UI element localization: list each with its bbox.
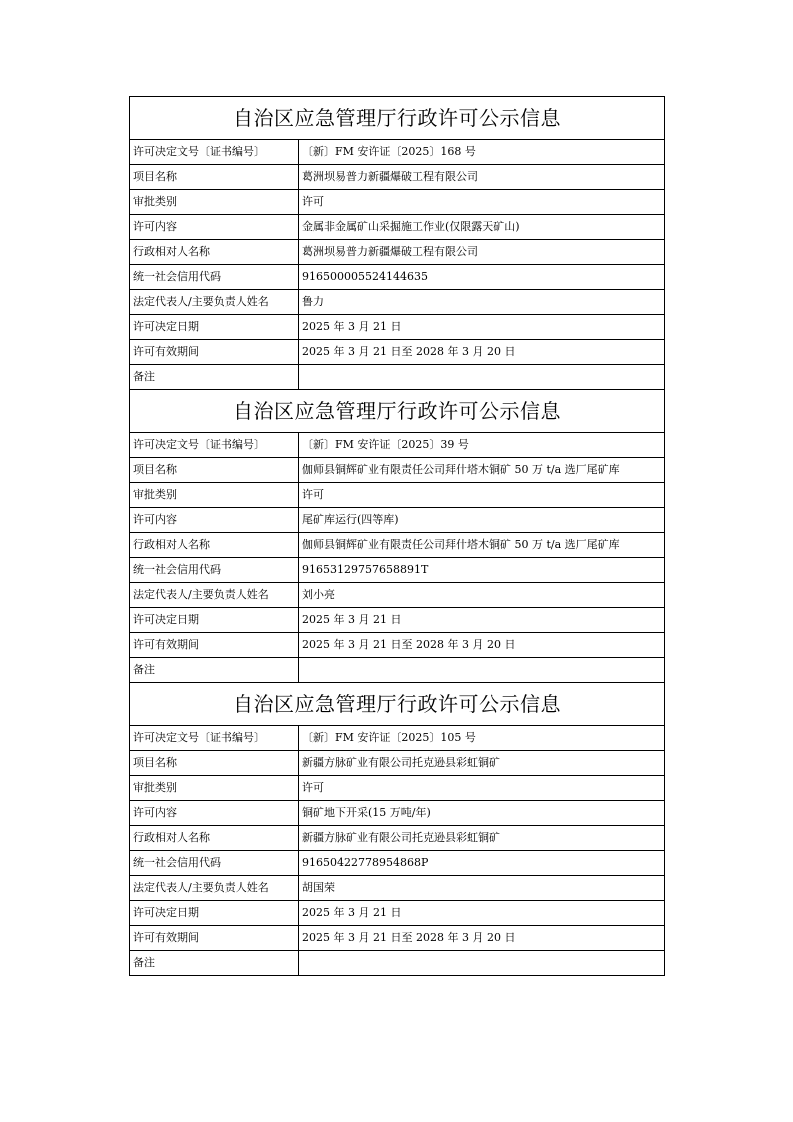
field-label: 许可内容	[130, 508, 299, 533]
field-value: 2025 年 3 月 21 日	[299, 315, 665, 340]
table-row	[130, 240, 665, 265]
field-label: 许可有效期间	[130, 340, 299, 365]
section-title-row	[130, 683, 665, 726]
section-title: 自治区应急管理厅行政许可公示信息	[130, 97, 665, 140]
field-value: 〔新〕FM 安许证〔2025〕39 号	[299, 433, 665, 458]
table-row	[130, 726, 665, 751]
field-label: 行政相对人名称	[130, 240, 299, 265]
section-title-row	[130, 390, 665, 433]
table-row	[130, 851, 665, 876]
table-row	[130, 951, 665, 976]
table-row	[130, 926, 665, 951]
field-label: 许可决定文号〔证书编号〕	[130, 433, 299, 458]
field-label: 项目名称	[130, 165, 299, 190]
field-label: 审批类别	[130, 776, 299, 801]
field-value	[299, 658, 665, 683]
field-label: 行政相对人名称	[130, 826, 299, 851]
field-value: 2025 年 3 月 21 日至 2028 年 3 月 20 日	[299, 633, 665, 658]
field-label: 许可内容	[130, 215, 299, 240]
section-title-row	[130, 97, 665, 140]
field-label: 法定代表人/主要负责人姓名	[130, 290, 299, 315]
table-row	[130, 290, 665, 315]
permit-disclosure-table	[129, 96, 665, 976]
field-label: 法定代表人/主要负责人姓名	[130, 876, 299, 901]
field-label: 许可决定日期	[130, 315, 299, 340]
table-row	[130, 165, 665, 190]
field-label: 法定代表人/主要负责人姓名	[130, 583, 299, 608]
field-value: 尾矿库运行(四等库)	[299, 508, 665, 533]
field-label: 许可有效期间	[130, 633, 299, 658]
field-value: 新疆方脉矿业有限公司托克逊县彩虹铜矿	[299, 826, 665, 851]
field-label: 备注	[130, 658, 299, 683]
table-row	[130, 483, 665, 508]
table-row	[130, 751, 665, 776]
field-value	[299, 365, 665, 390]
field-value: 〔新〕FM 安许证〔2025〕105 号	[299, 726, 665, 751]
table-row	[130, 583, 665, 608]
field-label: 许可有效期间	[130, 926, 299, 951]
field-value: 伽师县铜辉矿业有限责任公司拜什塔木铜矿 50 万 t/a 选厂尾矿库	[299, 458, 665, 483]
table-row	[130, 365, 665, 390]
field-value: 2025 年 3 月 21 日至 2028 年 3 月 20 日	[299, 340, 665, 365]
field-value: 2025 年 3 月 21 日	[299, 608, 665, 633]
field-value: 许可	[299, 776, 665, 801]
field-label: 许可决定日期	[130, 608, 299, 633]
field-label: 许可决定文号〔证书编号〕	[130, 726, 299, 751]
field-value: 新疆方脉矿业有限公司托克逊县彩虹铜矿	[299, 751, 665, 776]
table-row	[130, 433, 665, 458]
field-value: 伽师县铜辉矿业有限责任公司拜什塔木铜矿 50 万 t/a 选厂尾矿库	[299, 533, 665, 558]
field-label: 统一社会信用代码	[130, 265, 299, 290]
field-value: 葛洲坝易普力新疆爆破工程有限公司	[299, 165, 665, 190]
field-value: 铜矿地下开采(15 万吨/年)	[299, 801, 665, 826]
field-label: 审批类别	[130, 483, 299, 508]
field-value: 916500005524144635	[299, 265, 665, 290]
field-value: 2025 年 3 月 21 日	[299, 901, 665, 926]
table-row	[130, 508, 665, 533]
field-value: 胡国荣	[299, 876, 665, 901]
field-label: 统一社会信用代码	[130, 851, 299, 876]
field-value: 91653129757658891T	[299, 558, 665, 583]
field-label: 审批类别	[130, 190, 299, 215]
section-title: 自治区应急管理厅行政许可公示信息	[130, 683, 665, 726]
field-label: 许可内容	[130, 801, 299, 826]
field-value: 刘小亮	[299, 583, 665, 608]
table-row	[130, 533, 665, 558]
field-value: 鲁力	[299, 290, 665, 315]
table-row	[130, 340, 665, 365]
field-value: 葛洲坝易普力新疆爆破工程有限公司	[299, 240, 665, 265]
table-row	[130, 801, 665, 826]
field-value: 2025 年 3 月 21 日至 2028 年 3 月 20 日	[299, 926, 665, 951]
field-label: 许可决定文号〔证书编号〕	[130, 140, 299, 165]
table-row	[130, 215, 665, 240]
table-row	[130, 265, 665, 290]
field-label: 备注	[130, 951, 299, 976]
field-value	[299, 951, 665, 976]
field-label: 统一社会信用代码	[130, 558, 299, 583]
table-row	[130, 190, 665, 215]
field-value: 金属非金属矿山采掘施工作业(仅限露天矿山)	[299, 215, 665, 240]
field-label: 项目名称	[130, 751, 299, 776]
field-value: 〔新〕FM 安许证〔2025〕168 号	[299, 140, 665, 165]
field-value: 91650422778954868P	[299, 851, 665, 876]
table-row	[130, 140, 665, 165]
table-row	[130, 776, 665, 801]
field-label: 项目名称	[130, 458, 299, 483]
table-row	[130, 901, 665, 926]
field-value: 许可	[299, 190, 665, 215]
table-row	[130, 658, 665, 683]
table-row	[130, 633, 665, 658]
table-row	[130, 458, 665, 483]
table-row	[130, 558, 665, 583]
field-value: 许可	[299, 483, 665, 508]
table-row	[130, 876, 665, 901]
table-row	[130, 826, 665, 851]
section-title: 自治区应急管理厅行政许可公示信息	[130, 390, 665, 433]
field-label: 备注	[130, 365, 299, 390]
field-label: 许可决定日期	[130, 901, 299, 926]
table-row	[130, 608, 665, 633]
table-row	[130, 315, 665, 340]
field-label: 行政相对人名称	[130, 533, 299, 558]
